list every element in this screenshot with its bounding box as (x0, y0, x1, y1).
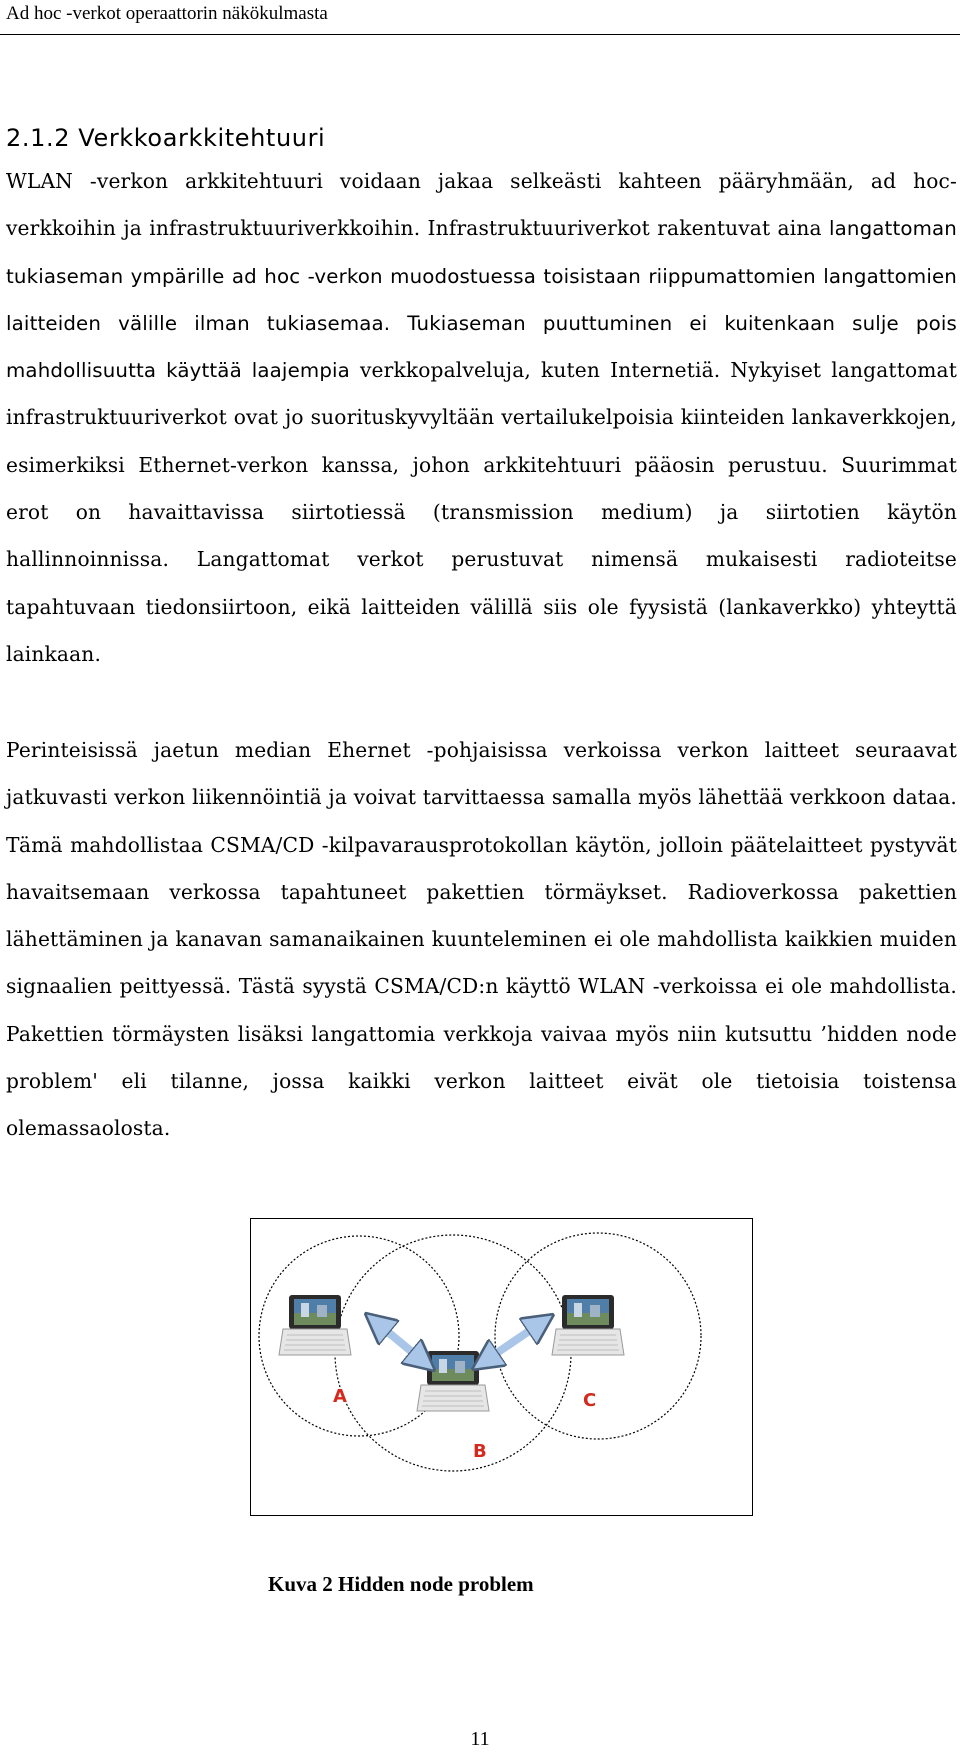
laptop-icon (279, 1295, 351, 1355)
hidden-node-figure (250, 1218, 753, 1516)
laptop-icon (552, 1295, 624, 1355)
link-arrow-b-c (485, 1323, 541, 1361)
paragraph-part-1: WLAN -verkon arkkitehtuuri voidaan jakaa selkeästi kahteen pääryhmään, ad hoc-verkkoihin ja infrastruktuuriverkkoihin. Infrastruktuuriverkot rakentuvat aina (6, 169, 957, 241)
node-label-b: B (473, 1441, 487, 1462)
paragraph-architecture (6, 158, 957, 678)
node-label-a: A (333, 1386, 347, 1407)
running-header: Ad hoc -verkot operaattorin näkökulmasta (6, 3, 328, 24)
hidden-node-diagram (251, 1219, 754, 1517)
paragraph-hidden-node: Perinteisissä jaetun median Ehernet -pohjaisissa verkoissa verkon laitteet seuraavat jatkuvasti verkon liikennöintiä ja voivat tarvittaessa samalla myös lähettää verkkoon dataa. Tämä mahdollistaa CSMA/CD -kilpavarausprotokollan käytön, jolloin päätelaitteet pystyvät havaitsemaan verkossa tapahtuneet pakettien törmäykset. Radioverkossa pakettien lähettäminen ja kanavan samanaikainen kuunteleminen ei ole mahdollista kaikkien muiden signaalien peittyessä. Tästä syystä CSMA/CD:n käyttö WLAN -verkoissa ei ole mahdollista. Pakettien törmäysten lisäksi langattomia verkkoja vaivaa myös niin kutsuttu ’hidden node problem' eli tilanne, jossa kaikki verkon laitteet eivät ole tietoisia toistensa olemassaolosta. (6, 738, 957, 1141)
paragraph-part-3: verkkopalveluja, kuten Internetiä. Nykyiset langattomat infrastruktuuriverkot ovat jo suorituskyvyltään vertailukelpoisia kiinteiden lankaverkkojen, esimerkiksi Ethernet-verkon kanssa, johon arkkitehtuuri pääosin perustuu. Suurimmat erot on havaittavissa siirtotiessä (transmission medium) ja siirtotien käytön hallinnoinnissa. Langattomat verkot perustuvat nimensä mukaisesti radioteitse tapahtuvaan tiedonsiirtoon, eikä laitteiden välillä siis ole fyysistä (lankaverkko) yhteyttä lainkaan. (6, 358, 957, 666)
header-divider (0, 34, 960, 35)
link-arrow-a-b (377, 1323, 423, 1361)
laptop-icon (417, 1351, 489, 1411)
section-heading: 2.1.2 Verkkoarkkitehtuuri (6, 124, 326, 152)
node-label-c: C (583, 1390, 597, 1411)
page-number: 11 (470, 1728, 490, 1750)
paragraph-part-2: langattoman tukiaseman ympärille ad hoc -verkon muodostuessa toisistaan riippumattomien langattomien laitteiden välille ilman tukiasemaa. Tukiaseman puuttuminen ei kuitenkaan sulje pois mahdollisuutta käyttää laajempia (6, 217, 957, 383)
figure-caption: Kuva 2 Hidden node problem (268, 1572, 534, 1596)
